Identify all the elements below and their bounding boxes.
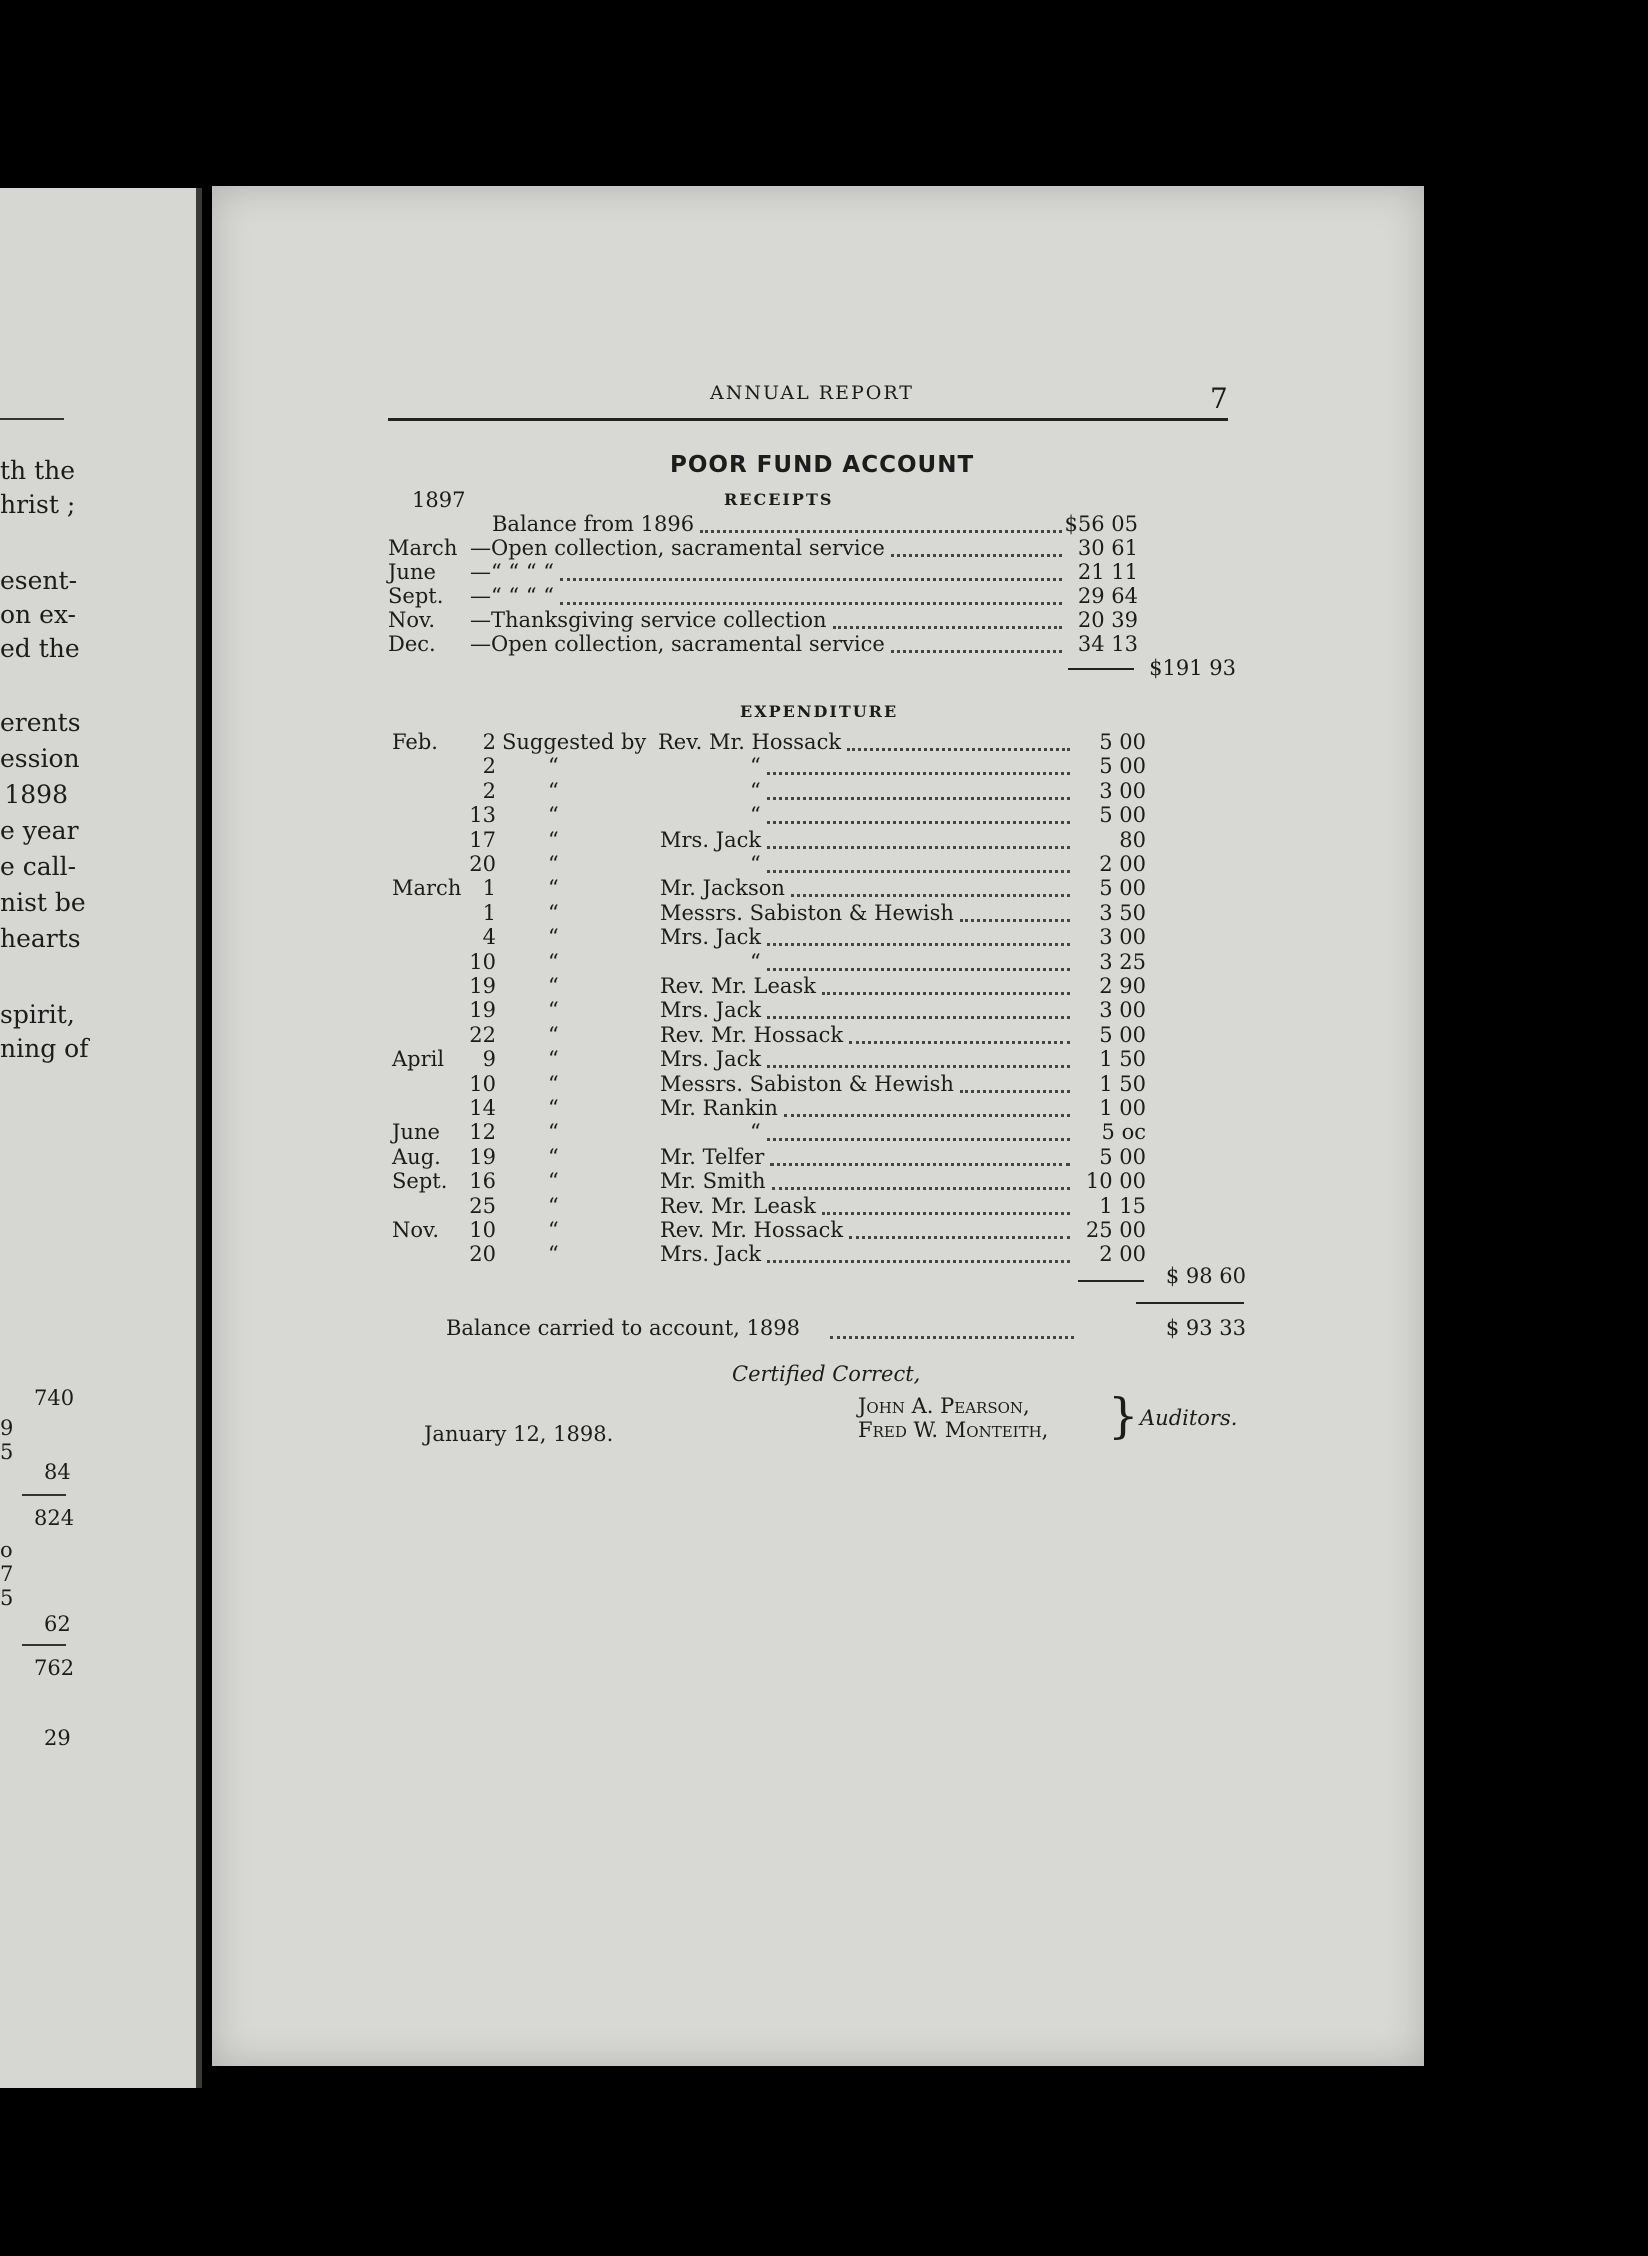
- expense-suggested-by: “: [548, 1096, 559, 1120]
- expenditure-sum-rule: [1078, 1280, 1144, 1282]
- expense-leader: [960, 919, 1070, 922]
- expense-leader: [822, 992, 1070, 995]
- header-rule: [388, 418, 1228, 421]
- expense-amount: 5 oc: [1101, 1120, 1146, 1144]
- expense-suggested-by: “: [548, 1120, 559, 1144]
- facing-line: erents: [0, 708, 81, 737]
- balance-rule: [1136, 1302, 1244, 1304]
- expense-payee: Mrs. Jack: [660, 1242, 762, 1266]
- expense-amount: 25 00: [1085, 1218, 1146, 1242]
- expense-leader: [849, 1236, 1070, 1239]
- expense-leader: [770, 1163, 1070, 1166]
- auditors-label: Auditors.: [1140, 1406, 1238, 1430]
- facing-number: 29: [44, 1726, 71, 1750]
- facing-number: 84: [44, 1460, 71, 1484]
- expense-suggested-by: “: [548, 852, 559, 876]
- expense-amount: 2 90: [1099, 974, 1146, 998]
- receipt-leader: [891, 650, 1062, 653]
- expense-payee: Rev. Mr. Hossack: [660, 1218, 844, 1242]
- expense-day: 2: [482, 754, 496, 778]
- expense-leader: [767, 968, 1070, 971]
- expense-day: 2: [482, 730, 496, 754]
- expense-payee: Mr. Jackson: [660, 876, 785, 900]
- expense-suggested-by: “: [548, 1047, 559, 1071]
- facing-line: e year: [0, 816, 79, 845]
- certified-correct: Certified Correct,: [732, 1362, 921, 1386]
- expense-leader: [767, 821, 1070, 824]
- receipt-date: March: [388, 536, 458, 560]
- receipt-date: Sept.: [388, 584, 444, 608]
- receipt-amount: 29 64: [1077, 584, 1138, 608]
- expense-payee: Rev. Mr. Leask: [660, 1194, 816, 1218]
- facing-line: e call-: [0, 852, 77, 881]
- page-number: 7: [1210, 382, 1228, 415]
- expense-payee: Rev. Mr. Hossack: [658, 730, 842, 754]
- auditor-name: John A. Pearson,: [858, 1394, 1030, 1418]
- receipt-amount: 21 11: [1077, 560, 1138, 584]
- expense-day: 1: [482, 876, 496, 900]
- expense-leader: [784, 1114, 1070, 1117]
- expense-amount: 2 00: [1099, 852, 1146, 876]
- expense-suggested-by: “: [548, 998, 559, 1022]
- facing-sum-rule: [22, 1494, 66, 1496]
- expense-payee: “: [750, 754, 761, 778]
- expense-day: 20: [469, 1242, 496, 1266]
- receipt-description: —Open collection, sacramental service: [470, 536, 885, 560]
- expense-month: June: [392, 1120, 440, 1144]
- expense-amount: 2 00: [1099, 1242, 1146, 1266]
- expenditure-heading: EXPENDITURE: [740, 702, 899, 721]
- expense-suggested-by: “: [548, 779, 559, 803]
- expense-day: 4: [482, 925, 496, 949]
- expense-suggested-by: “: [548, 1072, 559, 1096]
- expense-amount: 1 50: [1099, 1047, 1146, 1071]
- expense-day: 16: [469, 1169, 496, 1193]
- expense-leader: [772, 1187, 1070, 1190]
- expense-month: Nov.: [392, 1218, 440, 1242]
- facing-number: 824: [34, 1506, 75, 1530]
- expense-amount: 5 00: [1099, 803, 1146, 827]
- expense-payee: Rev. Mr. Hossack: [660, 1023, 844, 1047]
- facing-number: 5: [0, 1586, 14, 1610]
- expense-month: Sept.: [392, 1169, 448, 1193]
- expense-payee: Mrs. Jack: [660, 828, 762, 852]
- receipt-amount: 30 61: [1077, 536, 1138, 560]
- expense-leader: [791, 894, 1070, 897]
- expense-day: 10: [469, 950, 496, 974]
- expense-suggested-by: “: [548, 1145, 559, 1169]
- expense-amount: 1 00: [1099, 1096, 1146, 1120]
- facing-line: esent-: [0, 566, 78, 595]
- expense-leader: [767, 1138, 1070, 1141]
- running-title: ANNUAL REPORT: [710, 382, 914, 404]
- receipt-amount: 34 13: [1077, 632, 1138, 656]
- receipts-sum-rule: [1068, 668, 1134, 670]
- expense-amount: 5 00: [1099, 730, 1146, 754]
- facing-number: 7: [0, 1562, 14, 1586]
- expense-suggested-by: Suggested by: [502, 730, 647, 754]
- receipt-amount: 20 39: [1077, 608, 1138, 632]
- expense-suggested-by: “: [548, 803, 559, 827]
- facing-page: [0, 188, 202, 2088]
- facing-number: 62: [44, 1612, 71, 1636]
- receipts-total: $191 93: [1149, 656, 1236, 680]
- expense-suggested-by: “: [548, 754, 559, 778]
- expense-leader: [822, 1212, 1070, 1215]
- expense-suggested-by: “: [548, 950, 559, 974]
- expense-payee: Mr. Telfer: [660, 1145, 765, 1169]
- facing-number: 762: [34, 1656, 75, 1680]
- expense-suggested-by: “: [548, 1169, 559, 1193]
- facing-line: spirit,: [0, 1000, 75, 1029]
- expense-leader: [767, 772, 1070, 775]
- report-date: January 12, 1898.: [424, 1422, 614, 1446]
- expense-payee: Mrs. Jack: [660, 1047, 762, 1071]
- receipt-description: —Open collection, sacramental service: [470, 632, 885, 656]
- expense-day: 14: [469, 1096, 496, 1120]
- expense-leader: [767, 943, 1070, 946]
- expense-payee: Mrs. Jack: [660, 925, 762, 949]
- expense-suggested-by: “: [548, 974, 559, 998]
- expense-day: 25: [469, 1194, 496, 1218]
- expense-leader: [767, 870, 1070, 873]
- expense-suggested-by: “: [548, 1023, 559, 1047]
- facing-line: on ex-: [0, 600, 77, 629]
- facing-number: 5: [0, 1440, 14, 1464]
- expense-payee: Rev. Mr. Leask: [660, 974, 816, 998]
- expense-amount: 5 00: [1099, 1145, 1146, 1169]
- expense-day: 13: [469, 803, 496, 827]
- expense-month: Feb.: [392, 730, 438, 754]
- expense-day: 12: [469, 1120, 496, 1144]
- expense-day: 19: [469, 1145, 496, 1169]
- expense-amount: 5 00: [1099, 1023, 1146, 1047]
- expense-amount: 3 00: [1099, 925, 1146, 949]
- expense-amount: 1 50: [1099, 1072, 1146, 1096]
- expense-payee: “: [750, 803, 761, 827]
- expense-suggested-by: “: [548, 1218, 559, 1242]
- expense-amount: 10 00: [1085, 1169, 1146, 1193]
- expense-amount: 3 00: [1099, 998, 1146, 1022]
- receipt-date: Dec.: [388, 632, 436, 656]
- receipt-description: —“ “ “ “: [470, 560, 554, 584]
- expense-payee: “: [750, 779, 761, 803]
- facing-line: hearts: [0, 924, 81, 953]
- receipt-description: —Thanksgiving service collection: [470, 608, 827, 632]
- facing-line: hrist ;: [0, 490, 76, 519]
- expense-payee: Mr. Smith: [660, 1169, 766, 1193]
- facing-page-rule: [0, 418, 64, 420]
- expense-amount: 5 00: [1099, 754, 1146, 778]
- expense-suggested-by: “: [548, 901, 559, 925]
- expense-leader: [767, 1260, 1070, 1263]
- receipt-amount: $56 05: [1064, 512, 1138, 536]
- facing-number: 740: [34, 1386, 75, 1410]
- expense-month: Aug.: [392, 1145, 441, 1169]
- facing-line: 1898: [4, 780, 68, 809]
- expense-amount: 3 50: [1099, 901, 1146, 925]
- facing-sum-rule: [22, 1644, 66, 1646]
- expense-month: April: [392, 1047, 445, 1071]
- receipt-leader: [891, 554, 1062, 557]
- expense-leader: [960, 1090, 1070, 1093]
- expense-day: 22: [469, 1023, 496, 1047]
- expense-amount: 3 25: [1099, 950, 1146, 974]
- expense-day: 2: [482, 779, 496, 803]
- receipt-leader: [560, 602, 1062, 605]
- receipts-year: 1897: [412, 488, 466, 512]
- expense-payee: Messrs. Sabiston & Hewish: [660, 1072, 954, 1096]
- facing-line: ed the: [0, 634, 80, 663]
- expense-payee: Mrs. Jack: [660, 998, 762, 1022]
- receipt-leader: [700, 530, 1062, 533]
- expense-month: March: [392, 876, 462, 900]
- expense-day: 17: [469, 828, 496, 852]
- expense-day: 20: [469, 852, 496, 876]
- expense-day: 1: [482, 901, 496, 925]
- expense-leader: [767, 797, 1070, 800]
- page-title: POOR FUND ACCOUNT: [670, 452, 975, 478]
- auditors-brace: }: [1108, 1388, 1139, 1444]
- expense-leader: [767, 1065, 1070, 1068]
- receipt-date: June: [388, 560, 436, 584]
- expense-payee: “: [750, 852, 761, 876]
- receipt-leader: [833, 626, 1062, 629]
- expense-payee: “: [750, 1120, 761, 1144]
- auditor-name: Fred W. Monteith,: [858, 1418, 1049, 1442]
- expense-amount: 5 00: [1099, 876, 1146, 900]
- balance-label: Balance carried to account, 1898: [446, 1316, 800, 1340]
- expense-suggested-by: “: [548, 925, 559, 949]
- expense-day: 10: [469, 1072, 496, 1096]
- balance-leader: [830, 1336, 1074, 1339]
- receipts-heading: RECEIPTS: [724, 490, 834, 509]
- expense-leader: [849, 1041, 1070, 1044]
- expense-amount: 1 15: [1099, 1194, 1146, 1218]
- expense-suggested-by: “: [548, 828, 559, 852]
- expense-leader: [847, 748, 1070, 751]
- facing-line: ession: [0, 744, 80, 773]
- receipt-leader: [560, 578, 1062, 581]
- receipt-description: —“ “ “ “: [470, 584, 554, 608]
- expense-amount: 3 00: [1099, 779, 1146, 803]
- balance-amount: $ 93 33: [1165, 1316, 1246, 1340]
- expense-suggested-by: “: [548, 1194, 559, 1218]
- facing-line: nist be: [0, 888, 86, 917]
- expenditure-total: $ 98 60: [1165, 1264, 1246, 1288]
- expense-leader: [767, 1016, 1070, 1019]
- expense-day: 9: [482, 1047, 496, 1071]
- expense-suggested-by: “: [548, 876, 559, 900]
- receipt-description: Balance from 1896: [492, 512, 695, 536]
- expense-amount: 80: [1119, 828, 1146, 852]
- facing-number: o: [0, 1538, 13, 1562]
- expense-payee: Mr. Rankin: [660, 1096, 778, 1120]
- receipt-date: Nov.: [388, 608, 436, 632]
- expense-leader: [767, 846, 1070, 849]
- facing-line: th the: [0, 456, 76, 485]
- expense-payee: Messrs. Sabiston & Hewish: [660, 901, 954, 925]
- expense-day: 19: [469, 998, 496, 1022]
- expense-day: 19: [469, 974, 496, 998]
- facing-number: 9: [0, 1416, 14, 1440]
- facing-line: ning of: [0, 1034, 89, 1063]
- expense-payee: “: [750, 950, 761, 974]
- expense-day: 10: [469, 1218, 496, 1242]
- expense-suggested-by: “: [548, 1242, 559, 1266]
